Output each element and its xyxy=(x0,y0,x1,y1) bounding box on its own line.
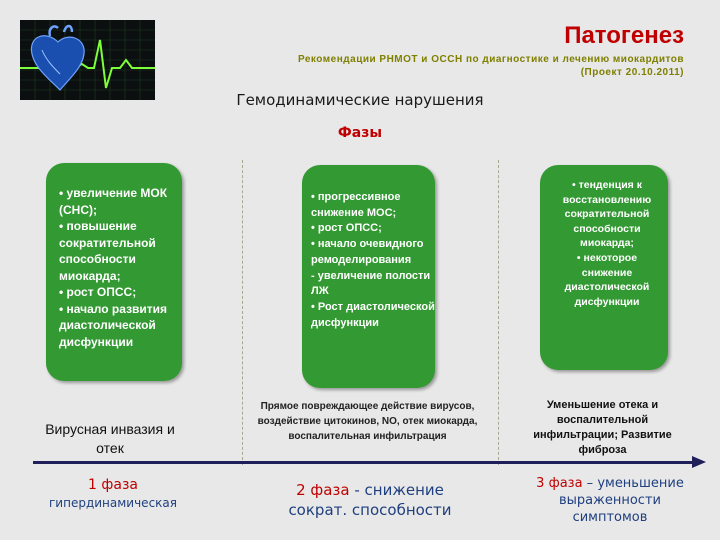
page-subtitle xyxy=(244,53,684,79)
phase3-label xyxy=(520,475,700,526)
phase1-item: • повышение сократительной способности миокарда; xyxy=(59,219,156,283)
heart-ecg-logo xyxy=(20,20,155,100)
phase1-item: • увеличение МОК (СНС); xyxy=(59,186,168,217)
phase2-item: • рост ОПСС; xyxy=(311,222,382,235)
phase2-item: • прогрессивное снижение МОС; xyxy=(311,191,401,219)
phases-label: Фазы xyxy=(337,125,383,141)
phase2-name: снижение сократ. способности xyxy=(288,481,452,519)
phase-divider-1 xyxy=(242,160,243,465)
phase2-label xyxy=(265,480,475,520)
phase1-note: Вирусная инвазия и отек xyxy=(45,421,175,456)
phase3-separator: – xyxy=(582,476,598,491)
timeline-arrow-icon xyxy=(692,456,706,468)
phase3-item: • некоторое снижение диастолической дисфункции xyxy=(564,251,650,308)
phase1-name: гипердинамическая xyxy=(49,496,177,510)
phase2-item: • Рост диастолической дисфункции xyxy=(311,300,435,329)
timeline-axis xyxy=(33,461,695,464)
phase2-item: - увеличение полости ЛЖ xyxy=(311,269,431,298)
phase2-separator: - xyxy=(349,481,365,499)
phase1-number: 1 фаза xyxy=(88,477,138,493)
phase2-box xyxy=(302,165,435,388)
phase1-item: • начало развития диастолической дисфункции xyxy=(59,301,168,349)
phase3-number: 3 фаза xyxy=(536,476,583,491)
phase1-box xyxy=(46,163,182,381)
phase1-item: • рост ОПСС; xyxy=(59,285,137,299)
phase2-number: 2 фаза xyxy=(296,481,350,499)
subtitle-line2: (Проект 20.10.2011) xyxy=(580,67,684,78)
page-title: Патогенез xyxy=(564,22,684,49)
phase3-item: • тенденция к восстановлению сократительной способности миокарда; xyxy=(562,179,652,250)
phase2-note: Прямое повреждающее действие вирусов, воздействие цитокинов, NO, отек миокарда, воспалительная инфильтрация xyxy=(257,401,478,442)
section-title: Гемодинамические нарушения xyxy=(236,91,484,109)
phase-divider-2 xyxy=(498,160,499,465)
phase3-note: Уменьшение отека и воспалительной инфильтрации; Развитие фиброза xyxy=(533,399,672,456)
phase1-label xyxy=(28,476,198,512)
phase3-name: уменьшение выраженности симптомов xyxy=(559,476,684,525)
phase3-box xyxy=(540,165,668,370)
heart-ecg-icon xyxy=(20,20,155,100)
phase2-item: • начало очевидного ремоделирования xyxy=(311,238,424,266)
subtitle-line1: Рекомендации РНМОТ и ОССН по диагностике и лечению миокардитов xyxy=(297,54,684,65)
